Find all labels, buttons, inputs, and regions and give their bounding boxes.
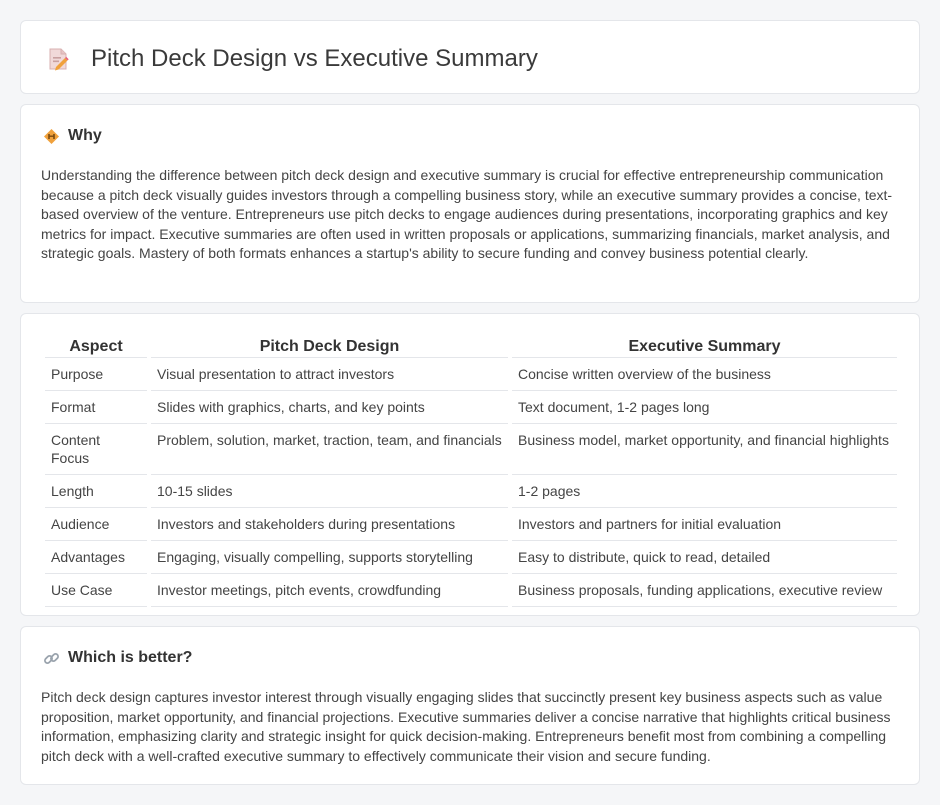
- table-row: [45, 358, 897, 391]
- row-aspect: Use Case: [45, 574, 147, 607]
- title-card: [20, 20, 920, 94]
- comparison-table: [41, 334, 901, 607]
- why-section: [20, 104, 920, 303]
- why-title: Why: [68, 127, 102, 144]
- row-executive-summary: Easy to distribute, quick to read, detailed: [512, 541, 897, 574]
- row-pitch-deck: Visual presentation to attract investors: [151, 358, 508, 391]
- better-header: [43, 649, 192, 667]
- header-executive-summary: Executive Summary: [512, 334, 897, 358]
- row-pitch-deck: Investors and stakeholders during presentations: [151, 508, 508, 541]
- row-aspect: Content Focus: [45, 424, 147, 475]
- row-pitch-deck: Engaging, visually compelling, supports storytelling: [151, 541, 508, 574]
- link-icon: [43, 650, 60, 667]
- row-pitch-deck: Slides with graphics, charts, and key points: [151, 391, 508, 424]
- row-pitch-deck: Problem, solution, market, traction, team, and financials: [151, 424, 508, 475]
- document-pencil-icon: [45, 46, 71, 72]
- table-row: [45, 391, 897, 424]
- why-body: Understanding the difference between pitch deck design and executive summary is crucial for effective entrepreneurship communication because a pitch deck visually guides investors through a compelling business story, while an executive summary provides a concise, text-based overview of the venture. Entrepreneurs use pitch decks to engage audiences during presentations, incorporating graphics and key metrics for impact. Executive summaries are often used in written proposals or applications, summarizing financials, market analysis, and strategic goals. Mastery of both formats enhances a startup's ability to secure funding and convey business potential clearly.: [41, 167, 893, 262]
- row-executive-summary: Investors and partners for initial evaluation: [512, 508, 897, 541]
- row-aspect: Purpose: [45, 358, 147, 391]
- table-row: [45, 541, 897, 574]
- title-row: [45, 45, 538, 73]
- row-executive-summary: 1-2 pages: [512, 475, 897, 508]
- row-pitch-deck: Investor meetings, pitch events, crowdfunding: [151, 574, 508, 607]
- row-executive-summary: Business model, market opportunity, and financial highlights: [512, 424, 897, 475]
- row-aspect: Format: [45, 391, 147, 424]
- table-row: [45, 574, 897, 607]
- table-row: [45, 508, 897, 541]
- row-executive-summary: Concise written overview of the business: [512, 358, 897, 391]
- table-row: [45, 475, 897, 508]
- row-aspect: Length: [45, 475, 147, 508]
- why-header: [43, 127, 102, 145]
- table-header-row: [45, 334, 897, 358]
- better-body: Pitch deck design captures investor interest through visually engaging slides that succinctly present key business aspects such as value proposition, market opportunity, and financial projections. Executive summaries deliver a concise narrative that highlights critical business information, emphasizing clarity and strategic insight for quick decision-making. Entrepreneurs benefit most from combining a compelling pitch deck with a well-crafted executive summary to effectively communicate their vision and secure funding.: [41, 689, 891, 764]
- comparison-section: [20, 313, 920, 616]
- better-title: Which is better?: [68, 649, 193, 666]
- row-executive-summary: Business proposals, funding applications, executive review: [512, 574, 897, 607]
- header-aspect: Aspect: [45, 334, 147, 358]
- row-aspect: Audience: [45, 508, 147, 541]
- diamond-sign-icon: [43, 128, 60, 145]
- row-executive-summary: Text document, 1-2 pages long: [512, 391, 897, 424]
- table-row: [45, 424, 897, 475]
- which-is-better-section: [20, 626, 920, 785]
- row-pitch-deck: 10-15 slides: [151, 475, 508, 508]
- row-aspect: Advantages: [45, 541, 147, 574]
- header-pitch-deck: Pitch Deck Design: [151, 334, 508, 358]
- page-title: Pitch Deck Design vs Executive Summary: [91, 45, 538, 72]
